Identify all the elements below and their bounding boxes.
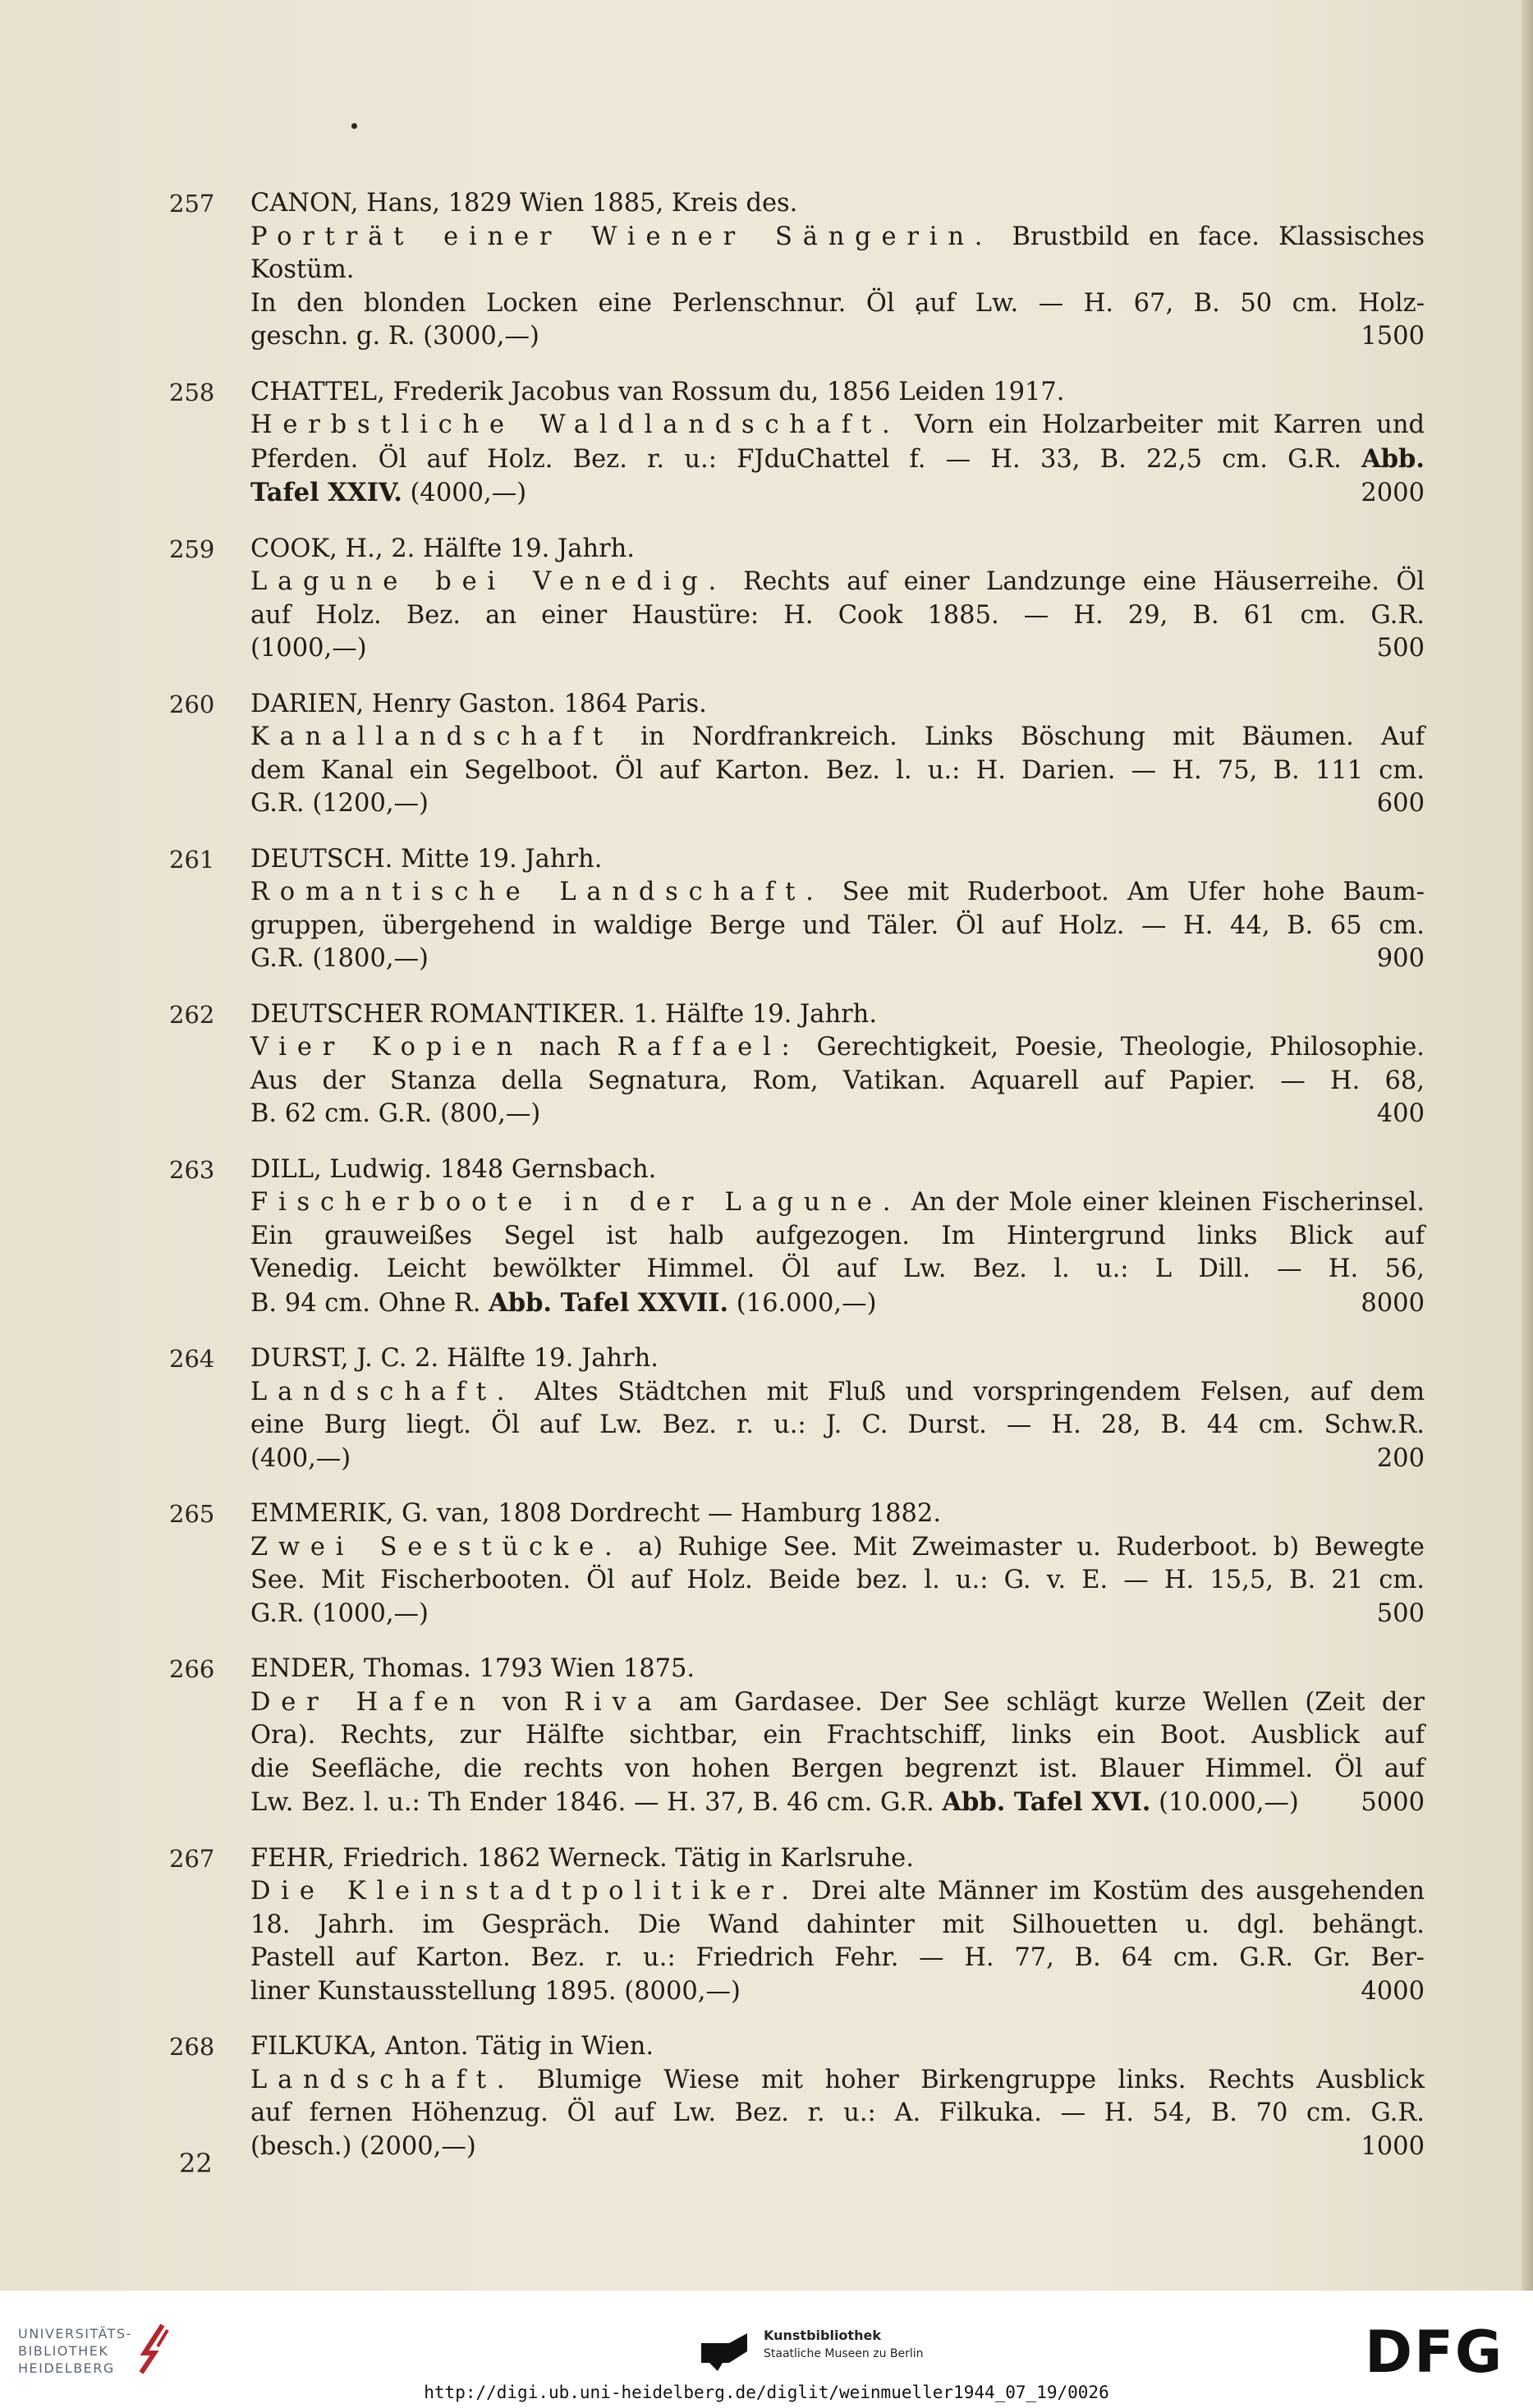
entry-line [250,187,1425,221]
entry-text: DARIEN, Henry Gaston. 1864 Paris. [250,689,707,718]
spaced-title-text: Romantische Landschaft. [250,878,824,906]
entry-text: (10.000,—) [1150,1788,1299,1817]
university-line: HEIDELBERG [18,2360,115,2376]
kunstbibliothek-label [764,2327,924,2363]
entry-body [250,1842,1425,2009]
entry-text: nach [523,1033,617,1062]
spaced-title-text: Landschaft. [250,1377,516,1406]
entry-text: Brustbild en face. Klassisches Kostüm. [250,222,1425,284]
entry-text: liner Kunstausstellung 1895. (8000,—) [250,1976,741,2006]
lot-number: 261 [169,845,215,874]
entry-text: See. Mit Fischerbooten. Öl auf Holz. Beide bez. l. u.: G. v. E. — H. 15,5, B. 21 cm. [250,1566,1425,1594]
entry-text: (4000,—) [402,479,527,507]
entry-line [250,1909,1425,1942]
entry-text: Gerechtigkeit, Poesie, Theologie, Philosophie. [800,1033,1425,1062]
entry-body [250,1342,1425,1475]
entry-text: von [485,1687,565,1717]
entry-line [250,1154,1425,1187]
entry-line [250,1942,1425,1975]
lot-price: 1000 [1361,2131,1425,2161]
entry-last-text [250,2131,476,2164]
catalog-entry [169,1653,1425,1820]
entry-line [250,1686,1425,1720]
entry-line [250,2030,1425,2064]
entry-last-line [250,320,1425,354]
dfg-logo: DFG [1365,2319,1504,2386]
entry-line [250,1719,1425,1753]
entry-body [250,2030,1425,2163]
spaced-title-text: Porträt einer Wiener Sängerin. [250,222,994,251]
entry-last-text [250,1443,351,1476]
entry-last-line [250,2131,1425,2164]
bold-text: Tafel XXIV. [250,478,402,507]
entry-text: 18. Jahrh. im Gespräch. Die Wand dahinter mit Silhouetten u. dgl. behängt. [250,1910,1425,1939]
entry-line [250,998,1425,1032]
entry-text: (besch.) (2000,—) [250,2131,476,2161]
entry-line [250,876,1425,910]
entry-text: auf fernen Höhenzug. Öl auf Lw. Bez. r. u.: A. Filkuka. — H. 54, B. 70 cm. G.R. [250,2098,1425,2127]
entry-text: Blumige Wiese mit hoher Birkengruppe links. Rechts Ausblick [515,2065,1425,2094]
entry-last-line [250,787,1425,821]
entry-text: FEHR, Friedrich. 1862 Werneck. Tätig in Karlsruhe. [250,1843,914,1873]
entry-text: DURST, J. C. 2. Hälfte 19. Jahrh. [250,1344,659,1373]
lot-price: 5000 [1361,1788,1425,1817]
catalog-entry [169,187,1425,354]
lot-price: 600 [1376,789,1425,818]
entry-text: B. 94 cm. Ohne R. [250,1288,489,1318]
entry-last-text [250,632,367,666]
entry-line [250,910,1425,943]
lot-price: 2000 [1361,479,1425,507]
catalog-entry [169,1154,1425,1321]
entry-last-line [250,943,1425,976]
kunstbibliothek-logo-icon [698,2327,750,2373]
entry-body [250,688,1425,821]
entry-text: Ein grauweißes Segel ist halb aufgezogen. Im Hintergrund links Blick auf [250,1221,1425,1250]
entry-text: Lw. Bez. l. u.: Th Ender 1846. — H. 37, B. 46 cm. G.R. [250,1788,943,1817]
entry-text: am Gardasee. Der See schlägt kurze Wellen (Zeit der [662,1687,1425,1717]
catalog-entry [169,688,1425,821]
lot-price: 8000 [1361,1288,1425,1318]
spaced-title-text: Herbstliche Waldlandschaft. [250,411,901,439]
entry-text: (16.000,—) [728,1288,877,1318]
spaced-title-text: Landschaft. [250,2065,516,2094]
lot-number: 258 [169,378,215,406]
entry-line [250,376,1425,410]
entry-text: geschn. g. R. (3000,—) [250,322,539,351]
entry-text: gruppen, übergehend in waldige Berge und Täler. Öl auf Holz. — H. 44, B. 65 cm. [250,910,1425,940]
lot-price: 900 [1376,944,1425,973]
entry-last-text [250,1786,1299,1820]
entry-line [250,1498,1425,1531]
entry-line [250,533,1425,566]
entry-last-line [250,476,1425,511]
spaced-title-text: Vier Kopien [250,1033,524,1062]
entry-line [250,1220,1425,1254]
kunstbibliothek-title: Kunstbibliothek [764,2328,881,2343]
entry-line [250,1531,1425,1565]
entry-text: B. 62 cm. G.R. (800,—) [250,1099,541,1128]
entry-last-text [250,787,429,821]
lot-number: 268 [169,2033,215,2061]
entry-last-line [250,632,1425,666]
entry-text: Aus der Stanza della Segnatura, Rom, Vatikan. Aquarell auf Papier. — H. 68, [250,1066,1425,1095]
entry-line [250,2064,1425,2098]
entry-last-text [250,943,429,976]
entry-text: DEUTSCHER ROMANTIKER. 1. Hälfte 19. Jahrh. [250,999,878,1029]
entry-text: An der Mole einer kleinen Fischerinsel. [901,1188,1425,1217]
entry-body [250,1154,1425,1321]
entry-line [250,755,1425,788]
lot-price: 4000 [1361,1976,1425,2006]
entry-text: (400,—) [250,1443,351,1473]
entry-last-line [250,1975,1425,2009]
entry-last-line [250,1287,1425,1321]
entry-line [250,2097,1425,2131]
catalog-entry [169,376,1425,511]
entry-line [250,1186,1425,1220]
entry-text: EMMERIK, G. van, 1808 Dordrecht — Hamburg 1882. [250,1499,942,1528]
entry-last-text [250,1975,741,2009]
lot-price: 500 [1376,634,1425,663]
entry-last-text [250,1287,877,1321]
bold-text: Abb. Tafel XXVII. [489,1287,729,1318]
lot-number: 267 [169,1844,215,1873]
lot-number: 262 [169,1000,215,1029]
entry-text: Rechts auf einer Landzunge eine Häuserreihe. Öl [727,567,1425,596]
spaced-title-text: Raffael: [617,1033,801,1062]
entry-body [250,533,1425,666]
entry-text: Pferden. Öl auf Holz. Bez. r. u.: FJduChattel f. — H. 33, B. 22,5 cm. G.R. [250,444,1362,474]
entry-line [250,843,1425,877]
entry-line [250,688,1425,722]
entry-body [250,187,1425,354]
entry-last-text [250,476,526,511]
lot-number: 266 [169,1655,215,1683]
lot-number: 257 [169,190,215,218]
spaced-title-text: Riva [564,1687,663,1717]
entry-last-text [250,320,539,354]
page-number: 22 [179,2148,213,2179]
lot-price: 200 [1376,1443,1425,1473]
university-line: BIBLIOTHEK [18,2343,109,2359]
lot-number: 259 [169,534,215,563]
catalog-entry [169,2030,1425,2163]
entry-text: See mit Ruderboot. Am Ufer hohe Baum- [824,878,1425,906]
entry-text: (1000,—) [250,634,367,663]
entry-text: Drei alte Männer im Kostüm des ausgehenden [799,1877,1425,1906]
university-line: UNIVERSITÄTS- [18,2326,132,2341]
entry-line [250,599,1425,633]
dust-speck [351,123,357,129]
entry-last-text [250,1098,540,1131]
entry-body [250,1498,1425,1631]
lot-number: 263 [169,1155,215,1184]
lot-number: 264 [169,1345,215,1373]
entry-line [250,1253,1425,1287]
entry-text: Altes Städtchen mit Fluß und vorspringendem Felsen, auf dem [515,1377,1425,1406]
entry-text: auf Holz. Bez. an einer Haustüre: H. Cook 1885. — H. 29, B. 61 cm. G.R. [250,600,1425,630]
entry-text: In den blonden Locken eine Perlenschnur. Öl auf Lw. — H. 67, B. 50 cm. Holz- [250,288,1425,318]
entry-text: G.R. (1000,—) [250,1598,429,1628]
entry-text: Venedig. Leicht bewölkter Himmel. Öl auf Lw. Bez. l. u.: L Dill. — H. 56, [250,1254,1425,1283]
lot-price: 400 [1376,1099,1425,1128]
catalog-entries [169,187,1425,2186]
entry-line [250,1753,1425,1787]
entry-text: in Nordfrankreich. Links Böschung mit Bäumen. Auf [613,722,1425,751]
bold-text: Abb. Tafel XVI. [942,1787,1151,1817]
entry-text: die Seefläche, die rechts von hohen Bergen begrenzt ist. Blauer Himmel. Öl auf [250,1754,1425,1783]
entry-line [250,1653,1425,1686]
entry-text: G.R. (1800,—) [250,944,429,973]
entry-text: ENDER, Thomas. 1793 Wien 1875. [250,1654,695,1683]
catalog-entry [169,1342,1425,1475]
entry-line [250,221,1425,287]
entry-body [250,843,1425,976]
entry-text: CHATTEL, Frederik Jacobus van Rossum du, 1856 Leiden 1917. [250,377,1065,406]
spaced-title-text: Der Hafen [250,1687,486,1717]
entry-line [250,1342,1425,1376]
catalog-entry [169,998,1425,1131]
entry-last-line [250,1098,1425,1131]
page-edge-shadow [1522,0,1533,2291]
entry-last-line [250,1598,1425,1631]
entry-last-line [250,1786,1425,1820]
entry-text: Vorn ein Holzarbeiter mit Karren und [900,411,1425,439]
entry-line [250,1031,1425,1065]
catalog-entry [169,843,1425,976]
entry-text: DEUTSCH. Mitte 19. Jahrh. [250,844,603,874]
lot-price: 500 [1376,1598,1425,1628]
lot-number: 260 [169,690,215,718]
entry-text: COOK, H., 2. Hälfte 19. Jahrh. [250,534,635,563]
entry-line [250,443,1425,477]
entry-line [250,566,1425,599]
spaced-title-text: Lagune bei Venedig. [250,567,727,596]
lot-number: 265 [169,1500,215,1528]
entry-text: G.R. (1200,—) [250,789,429,818]
entry-body [250,998,1425,1131]
entry-text: eine Burg liegt. Öl auf Lw. Bez. r. u.: J. C. Durst. — H. 28, B. 44 cm. Schw.R. [250,1410,1425,1439]
catalog-entry [169,1842,1425,2009]
entry-text: dem Kanal ein Segelboot. Öl auf Karton. Bez. l. u.: H. Darien. — H. 75, B. 111 cm. [250,755,1425,785]
entry-last-line [250,1443,1425,1476]
university-logo-icon [130,2320,187,2378]
entry-text: DILL, Ludwig. 1848 Gernsbach. [250,1154,657,1184]
entry-last-text [250,1598,429,1631]
catalog-entry [169,533,1425,666]
entry-line [250,1065,1425,1099]
entry-text: Ora). Rechts, zur Hälfte sichtbar, ein Frachtschiff, links ein Boot. Ausblick auf [250,1721,1425,1750]
entry-body [250,1653,1425,1820]
spaced-title-text: Zwei Seestücke. [250,1532,623,1562]
entry-text: Pastell auf Karton. Bez. r. u.: Friedrich Fehr. — H. 77, B. 64 cm. G.R. Gr. Ber- [250,1943,1425,1972]
entry-line [250,1564,1425,1598]
lot-price: 1500 [1361,322,1425,351]
entry-text: CANON, Hans, 1829 Wien 1885, Kreis des. [250,189,798,218]
entry-line [250,287,1425,321]
entry-line [250,1842,1425,1876]
entry-text: a) Ruhige See. Mit Zweimaster u. Ruderboot. b) Bewegte [622,1532,1425,1562]
entry-line [250,1376,1425,1410]
spaced-title-text: Kanallandschaft [250,722,613,751]
source-url[interactable]: http://digi.ub.uni-heidelberg.de/diglit/weinmueller1944_07_19/0026 [424,2383,1109,2402]
footer [0,2291,1533,2408]
university-library-name [18,2325,132,2377]
entry-body [250,376,1425,511]
entry-line [250,1875,1425,1909]
entry-line [250,409,1425,443]
entry-line [250,1409,1425,1443]
spaced-title-text: Fischerboote in der Lagune. [250,1188,902,1217]
kunstbibliothek-subtitle: Staatliche Museen zu Berlin [764,2347,924,2360]
entry-text: FILKUKA, Anton. Tätig in Wien. [250,2032,654,2061]
catalog-entry [169,1498,1425,1631]
bold-text: Abb. [1361,443,1425,474]
spaced-title-text: Die Kleinstadtpolitiker. [250,1877,800,1906]
entry-line [250,721,1425,755]
